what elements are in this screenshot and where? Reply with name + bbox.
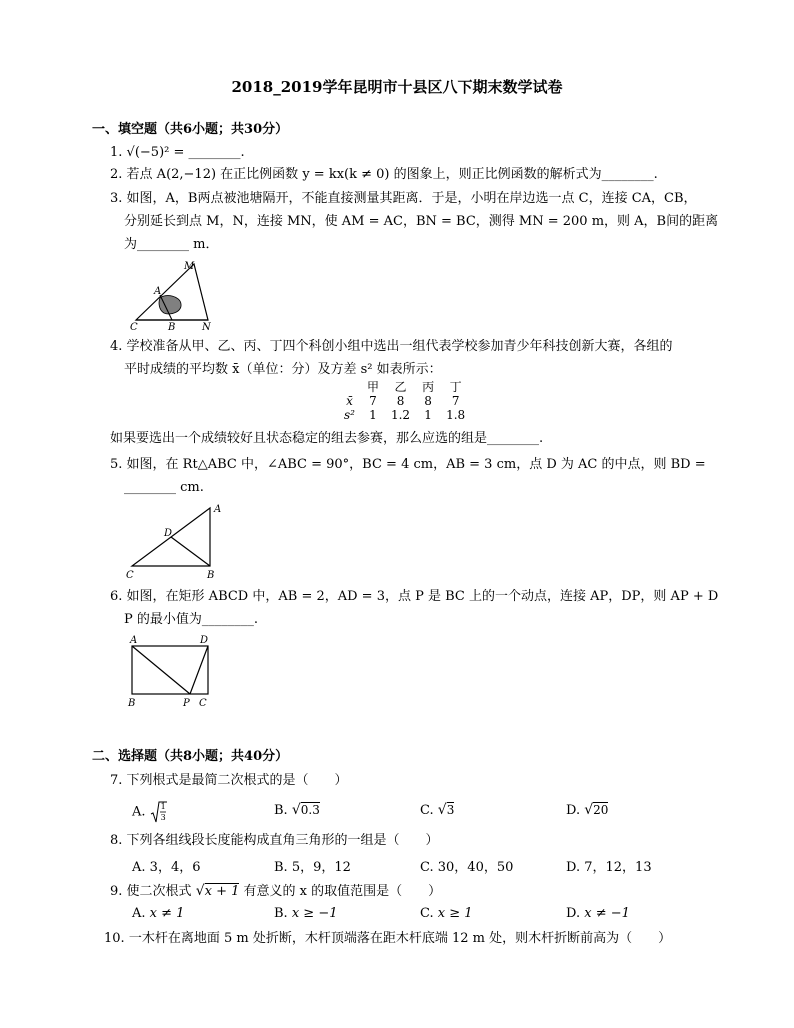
question-4-line-2: 平时成绩的平均数 x̄（单位：分）及方差 s² 如表所示： [124, 362, 442, 377]
question-1 [110, 144, 245, 162]
question-3-line-2: 分别延长到点 M，N，连接 MN，使 AM = AC，BN = BC，测得 MN = 200 m，则 A，B间的距离 [124, 214, 719, 229]
option-body: x ≥ 1 [437, 906, 473, 921]
radicand: 0.3 [300, 803, 320, 817]
option-letter: B. [274, 803, 288, 818]
label-a: A [154, 286, 162, 297]
sqrt-sign-icon: √ [195, 883, 205, 899]
option-b[interactable] [274, 906, 337, 921]
question-4 [110, 338, 673, 356]
label-b: B [168, 322, 176, 332]
table-cell: x̄ [346, 394, 353, 408]
option-body: 7，12，13 [584, 860, 652, 875]
question-number: 9. [110, 884, 123, 899]
answer-blank: ________. [188, 145, 245, 160]
right-triangle-figure [122, 500, 230, 584]
question-number: 8. [110, 833, 123, 848]
segment-ap [132, 646, 190, 694]
option-body: 3，4，6 [149, 860, 201, 875]
option-a[interactable] [132, 856, 201, 875]
option-c[interactable] [420, 856, 513, 875]
option-body: x ≠ 1 [149, 906, 185, 921]
option-letter: C. [420, 860, 434, 875]
label-b: B [207, 570, 215, 581]
question-number: 6. [110, 589, 123, 604]
rectangle-abcd [132, 646, 208, 694]
label-d: D [164, 528, 173, 539]
table-cell: 1.8 [446, 408, 466, 422]
option-d[interactable] [566, 802, 608, 818]
table-cell: 1 [369, 408, 377, 422]
question-text-line-1: 学校准备从甲、乙、丙、丁四个科创小组中选出一组代表学校参加青少年科技创新大赛，各组的 [126, 339, 673, 354]
question-4-line-3: 如果要选出一个成绩较好且状态稳定的组去参赛，那么应选的组是________. [110, 431, 544, 446]
radicand: 3 [446, 803, 455, 817]
question-number: 3. [110, 191, 123, 206]
question-text: 若点 A(2,−12) 在正比例函数 y = kx(k ≠ 0) 的图象上，则正比例函数的解析式为________. [126, 167, 658, 182]
label-n: N [202, 322, 211, 332]
option-letter: A. [132, 804, 146, 820]
table-cell: 8 [424, 394, 432, 408]
question-number: 10. [104, 931, 125, 946]
section-heading-multiple-choice: 二、选择题（共8小题；共40分） [92, 749, 289, 764]
question-5-line-2: ________ cm. [124, 480, 204, 495]
table-cell: 甲 [366, 380, 379, 394]
pond-triangle-figure [124, 258, 224, 332]
radicand: 20 [593, 803, 609, 817]
option-letter: A. [132, 906, 146, 921]
question-9 [110, 882, 441, 901]
option-letter: D. [566, 803, 581, 818]
option-body: x ≠ −1 [584, 906, 630, 921]
question-3-line-3: 为________ m． [124, 237, 219, 252]
question-6 [110, 588, 718, 606]
option-body: 30，40，50 [437, 860, 514, 875]
table-cell: 丁 [449, 380, 462, 394]
question-6-line-2: P 的最小值为________. [124, 612, 259, 627]
question-2 [110, 166, 658, 184]
label-a: A [214, 504, 222, 515]
section-heading-fill-blank: 一、填空题（共6小题；共30分） [92, 122, 289, 137]
option-d[interactable] [566, 906, 630, 921]
question-number: 7. [110, 773, 123, 788]
table-cell: 1 [424, 408, 432, 422]
option-letter: C. [420, 906, 434, 921]
option-letter: D. [566, 906, 581, 921]
question-text: 下列各组线段长度能构成直角三角形的一组是（ ） [126, 833, 439, 848]
label-c: C [126, 570, 134, 581]
pond-shape [159, 296, 181, 314]
table-cell: 乙 [394, 380, 407, 394]
question-number: 5. [110, 457, 123, 472]
question-3 [110, 190, 697, 208]
option-letter: B. [274, 860, 288, 875]
label-c: C [130, 322, 138, 332]
question-text: 下列根式是最简二次根式的是（ ） [126, 773, 348, 788]
option-a[interactable] [132, 800, 168, 824]
sqrt-sign-icon: √ [584, 802, 594, 818]
table-cell: 8 [396, 394, 405, 408]
variance-table [338, 380, 471, 422]
segment-dp [190, 646, 208, 694]
label-a: A [130, 635, 138, 646]
rectangle-figure [122, 632, 222, 710]
question-5 [110, 456, 706, 474]
label-m: M [184, 261, 195, 272]
question-text: 一木杆在离地面 5 m 处折断，木杆顶端落在距木杆底端 12 m 处，则木杆折断前高为（ ） [128, 931, 672, 946]
option-c[interactable] [420, 802, 454, 818]
label-p: P [183, 698, 190, 709]
table-cell: 7 [451, 394, 460, 408]
table-cell: s² [344, 408, 355, 422]
question-7 [110, 772, 348, 790]
table-row [338, 394, 471, 408]
option-b[interactable] [274, 802, 320, 818]
table-header-row [338, 380, 471, 394]
table-row [338, 408, 471, 422]
table-cell: 丙 [422, 380, 435, 394]
question-text-line-1: 如图，在 Rt△ABC 中，∠ABC = 90°，BC = 4 cm，AB = 3 cm，点 D 为 AC 的中点，则 BD = [126, 457, 706, 472]
label-b: B [128, 698, 136, 709]
question-number: 2. [110, 167, 123, 182]
label-c: C [199, 698, 207, 709]
question-10 [104, 930, 671, 948]
sqrt-sign-icon: √ [291, 802, 301, 818]
page-title: 2018_2019学年昆明市十县区八下期末数学试卷 [231, 78, 563, 96]
question-text-line-1: 如图，在矩形 ABCD 中，AB = 2，AD = 3，点 P 是 BC 上的一个动点，连接 AP，DP，则 AP + D [126, 589, 719, 604]
sqrt-sign-icon: √ [437, 802, 447, 818]
question-text-post: 有意义的 x 的取值范围是（ ） [243, 884, 442, 899]
sqrt-expression: √(−5)² = [126, 145, 185, 160]
option-letter: A. [132, 860, 146, 875]
option-letter: C. [420, 803, 434, 818]
option-letter: D. [566, 860, 581, 875]
radicand: x + 1 [204, 884, 240, 899]
question-text-pre: 使二次根式 [126, 884, 192, 899]
fraction-denominator: 3 [160, 813, 166, 822]
question-number: 4. [110, 339, 123, 354]
option-body: x ≥ −1 [291, 906, 338, 921]
fraction-radical [150, 800, 168, 824]
fraction-numerator: 1 [160, 802, 166, 811]
table-cell [338, 380, 361, 394]
segment-bd [171, 537, 210, 566]
question-number: 1. [110, 145, 123, 160]
option-body: 5，9，12 [291, 860, 351, 875]
option-c[interactable] [420, 906, 473, 921]
table-cell: 7 [369, 394, 377, 408]
table-cell: 1.2 [390, 408, 411, 422]
question-8 [110, 832, 439, 850]
option-a[interactable] [132, 906, 184, 921]
option-d[interactable] [566, 856, 652, 875]
label-d: D [200, 635, 209, 646]
question-text-line-1: 如图，A，B两点被池塘隔开，不能直接测量其距离．于是，小明在岸边选一点 C，连接 CA，CB， [126, 191, 697, 206]
option-letter: B. [274, 906, 288, 921]
option-b[interactable] [274, 856, 351, 875]
